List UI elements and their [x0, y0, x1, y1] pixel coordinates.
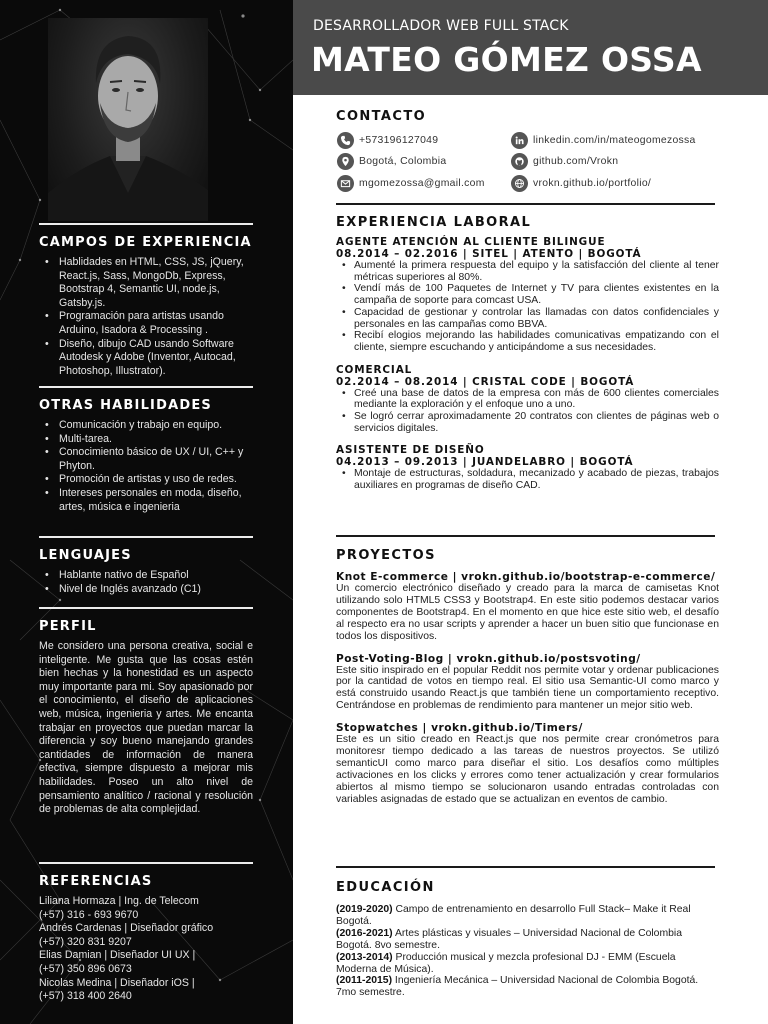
header-banner	[293, 0, 768, 95]
section-lenguajes	[39, 536, 253, 596]
reference-line: (+57) 320 831 9207	[39, 935, 132, 948]
section-title: OTRAS HABILIDADES	[39, 398, 212, 413]
section-title: CAMPOS DE EXPERIENCIA	[39, 235, 252, 250]
project-entry	[336, 571, 719, 643]
phone-icon	[337, 132, 354, 149]
job-meta: 08.2014 – 02.2016 | SITEL | ATENTO | BOGOTÁ	[336, 248, 642, 260]
contact-location	[337, 153, 446, 170]
job-bullets	[336, 388, 719, 435]
contact-text: linkedin.com/in/mateogomezossa	[533, 135, 696, 146]
section-referencias	[39, 862, 253, 1004]
section-title: LENGUAJES	[39, 548, 132, 563]
contact-text: github.com/Vrokn	[533, 156, 619, 167]
project-description: Este es un sitio creado en React.js que nos permite crear cronómetros para monitoresr tiempo dedicado a las tareas de nuestros proyectos. Se utilizó semanticUI como marco para diseñar el sitio. Los desafíos como múltiples activaciones en los clicks y errores como tener actualización y crear formularios abiertos al mismo tiempo se solucionaron usando entradas controladas con variables asignadas de estado que se actualizan en eventos de cambio.	[336, 734, 719, 805]
section-title: EDUCACIÓN	[336, 880, 435, 895]
contact-text: mgomezossa@gmail.com	[359, 178, 485, 189]
job-entry	[336, 364, 719, 435]
list-item: • Promoción de artistas y uso de redes.	[39, 473, 253, 487]
education-years: (2011-2015)	[336, 975, 393, 987]
project-entry	[336, 653, 719, 713]
project-description: Este sitio inspirado en el popular Reddit nos permite votar y ordenar publicaciones por la cantidad de votos en tiempo real. El sitio usa Semantic-UI como marco y está construido usando React.js que también tiene un comportamiento receptivo. Centrándose en problemas de rendimiento para mantener un mejor sitio web.	[336, 664, 719, 712]
project-title[interactable]: Stopwatches | vrokn.github.io/Timers/	[336, 722, 583, 735]
education-text: Ingeniería Mecánica – Universidad Nacional de Colombia Bogotá. 7mo semestre.	[336, 975, 699, 999]
list-item: • Hablante nativo de Español	[39, 569, 253, 583]
list-item: • Intereses personales en moda, diseño, artes, música e ingenieria	[39, 487, 253, 514]
education-item	[336, 904, 719, 928]
globe-icon	[511, 175, 528, 192]
education-years: (2013-2014)	[336, 951, 393, 963]
education-item	[336, 928, 719, 952]
section-proyectos	[336, 548, 719, 806]
list-item: • Programación para artistas usando Arduino, Isadora & Processing .	[39, 310, 253, 337]
job-bullets	[336, 468, 719, 491]
job-title: AGENTE ATENCIÓN AL CLIENTE BILINGUE	[336, 236, 606, 248]
list-item: • Creé una base de datos de la empresa con más de 600 clientes comerciales mediante la exploración y el enfoque uno a uno.	[336, 388, 719, 411]
job-meta: 04.2013 – 09.2013 | JUANDELABRO | BOGOTÁ	[336, 456, 634, 469]
contact-email[interactable]	[337, 175, 485, 192]
job-title: ASISTENTE DE DISEÑO	[336, 444, 485, 457]
project-description: Un comercio electrónico diseñado y creado para la marca de camisetas Knot utilizando solo HTML5 CSS3 y Bootstrap4. En este sitio podemos destacar varios componentes de Bootstrap4. En el momento en que hice este sitio web, el desafío al respecto era no usar scripts y aprender a hacer un buen sitio que funcionase en todos los dispositivos.	[336, 583, 719, 642]
contact-phone[interactable]	[337, 132, 438, 149]
contact-linkedin[interactable]	[511, 132, 696, 149]
education-text: Producción musical y mezcla profesional DJ - EMM (Escuela Moderna de Música).	[336, 951, 676, 975]
divider	[39, 223, 253, 225]
section-campos	[39, 223, 253, 378]
section-contacto	[336, 109, 719, 124]
list-item: • Aumenté la primera respuesta del equipo y la satisfacción del cliente al tener métricas superiores al 80%.	[336, 260, 719, 283]
profile-photo	[48, 18, 208, 221]
job-entry	[336, 444, 719, 491]
education-list	[336, 904, 719, 999]
section-title: PERFIL	[39, 619, 97, 634]
divider	[39, 862, 253, 864]
reference-line: (+57) 318 400 2640	[39, 990, 132, 1003]
job-entry	[336, 236, 719, 354]
contact-text: vrokn.github.io/portfolio/	[533, 178, 652, 189]
section-perfil	[39, 607, 253, 817]
reference-line: Nicolas Medina | Diseñador iOS |	[39, 976, 195, 989]
reference-line: Liliana Hormaza | Ing. de Telecom	[39, 895, 199, 907]
email-icon	[337, 175, 354, 192]
section-educacion	[336, 880, 719, 999]
project-title[interactable]: Knot E-commerce | vrokn.github.io/bootstrap-e-commerce/	[336, 571, 716, 583]
list-item: • Se logró cerrar aproximadamente 20 contratos con clientes de páginas web o servicios digitales.	[336, 411, 719, 434]
list-item: • Nivel de Inglés avanzado (C1)	[39, 583, 253, 597]
otras-list	[39, 419, 253, 514]
person-name: MATEO GÓMEZ OSSA	[311, 40, 702, 79]
reference-line: (+57) 350 896 0673	[39, 962, 132, 975]
list-item: • Capacidad de gestionar y controlar las llamadas con datos confidenciales y personales en las campañas como BBVA.	[336, 307, 719, 330]
github-icon	[511, 153, 528, 170]
contact-github[interactable]	[511, 153, 618, 170]
divider	[39, 536, 253, 538]
list-item: • Conocimiento básico de UX / UI, C++ y Phyton.	[39, 446, 253, 473]
list-item: • Comunicación y trabajo en equipo.	[39, 419, 253, 433]
job-title: COMERCIAL	[336, 363, 413, 376]
list-item: • Diseño, dibujo CAD usando Software Autodesk y Adobe (Inventor, Autocad, Photoshop, Illustrator).	[39, 338, 253, 379]
contact-text: +573196127049	[359, 135, 439, 146]
education-years: (2019-2020)	[336, 904, 393, 915]
list-item: • Hablidades en HTML, CSS, JS, jQuery, React.js, Sass, MongoDb, Express, Bootstrap 4, Semantic UI, node.js, Gatsby.js.	[39, 256, 253, 310]
education-years: (2016-2021)	[336, 927, 393, 939]
list-item: • Recibí elogios mejorando las habilidades comunicativas empatizando con el cliente, siempre escuchando y anticipándome a sus necesidades.	[336, 330, 719, 353]
project-title[interactable]: Post-Voting-Blog | vrokn.github.io/postsvoting/	[336, 652, 641, 665]
education-item	[336, 975, 719, 999]
divider	[336, 203, 715, 205]
perfil-text: Me considero una persona creativa, social e inteligente. Me gusta que las cosas estén bien hechas y la honestidad es un aspecto muy importante para mi. Soy apasionado por el conocimiento, el diseño de aplicaciones web, música, ingenieria y artes. Me encanta trabajar en proyectos que puedan marcar la diferencia y soy bueno manejando grandes cantidades de información de manera efectiva, siempre dispuesto a mejorar mis habilidades. Poseo un alto nivel de pensamiento analítico / racional y resolución de problemas de alta complejidad.	[39, 640, 253, 816]
divider	[336, 535, 715, 537]
location-icon	[337, 153, 354, 170]
education-text: Artes plásticas y visuales – Universidad Nacional de Colombia Bogotá. 8vo semestre.	[336, 927, 682, 951]
sidebar	[0, 0, 293, 1024]
divider	[336, 866, 715, 868]
contact-text: Bogotá, Colombia	[359, 156, 447, 167]
campos-list	[39, 256, 253, 378]
job-subtitle: DESARROLLADOR WEB FULL STACK	[313, 18, 569, 34]
divider	[39, 607, 253, 609]
divider	[39, 386, 253, 388]
lenguajes-list	[39, 569, 253, 596]
section-otras	[39, 386, 253, 514]
job-bullets	[336, 260, 719, 354]
section-title: REFERENCIAS	[39, 874, 153, 889]
job-meta: 02.2014 – 08.2014 | CRISTAL CODE | BOGOTÁ	[336, 375, 635, 388]
linkedin-icon	[511, 132, 528, 149]
list-item: • Multi-tarea.	[39, 433, 253, 447]
section-title: EXPERIENCIA LABORAL	[336, 215, 532, 230]
reference-line: (+57) 316 - 693 9670	[39, 908, 139, 921]
reference-line: Elias Damian | Diseñador UI UX |	[39, 949, 196, 962]
contact-portfolio[interactable]	[511, 175, 651, 192]
education-item	[336, 952, 719, 976]
list-item: • Vendí más de 100 Paquetes de Internet y TV para clientes existentes en la campaña de soporte para comcast USA.	[336, 283, 719, 306]
section-title: CONTACTO	[336, 109, 427, 124]
list-item: • Montaje de estructuras, soldadura, mecanizado y acabado de piezas, trabajos auxiliares en programas de diseño CAD.	[336, 468, 719, 491]
section-title: PROYECTOS	[336, 548, 436, 563]
project-entry	[336, 722, 719, 805]
education-text: Campo de entrenamiento en desarrollo Full Stack– Make it Real Bogotá.	[336, 904, 691, 927]
section-experiencia	[336, 215, 719, 492]
reference-line: Andrés Cardenas | Diseñador gráfico	[39, 922, 214, 935]
